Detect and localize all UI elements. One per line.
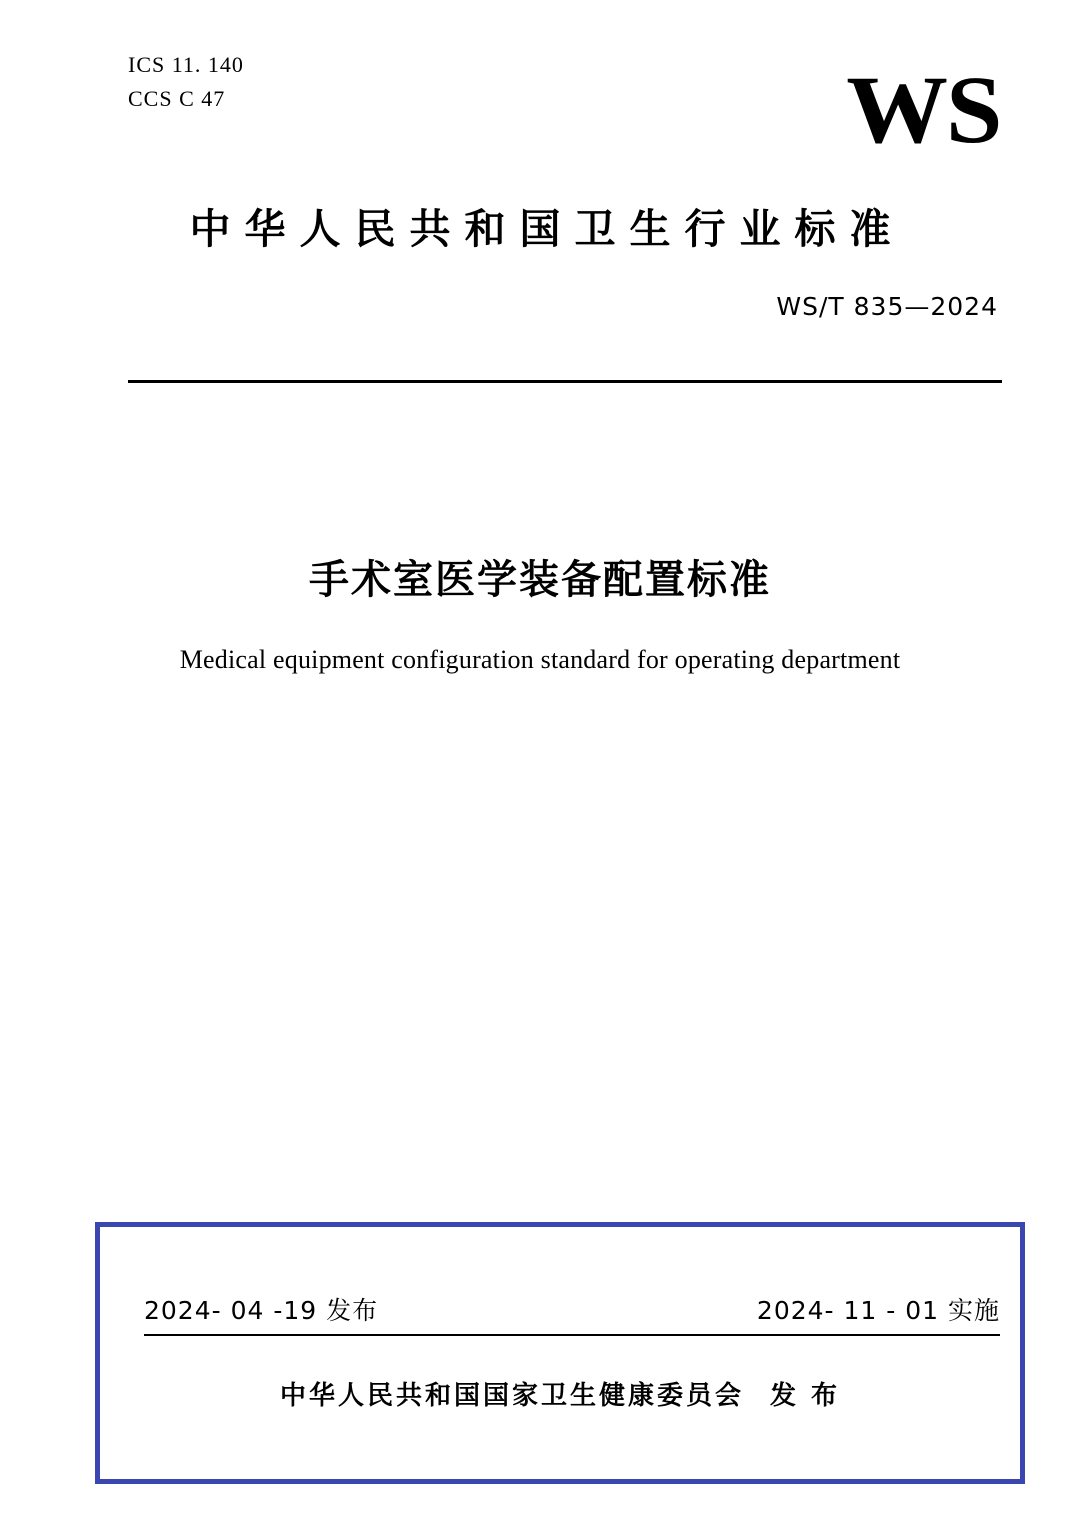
issuer-name: 中华人民共和国国家卫生健康委员会 <box>279 1381 744 1411</box>
effective-date: 2024- 11 - 01 实施 <box>756 1296 1000 1325</box>
standard-number: WS/T 835—2024 <box>776 292 998 321</box>
classification-codes <box>128 48 244 116</box>
issue-date: 2024- 04 -19 发布 <box>144 1296 379 1325</box>
ccs-code: CCS C 47 <box>128 86 226 112</box>
ics-code: ICS 11. 140 <box>128 52 244 77</box>
ws-logo: WS <box>845 56 1000 163</box>
header-divider <box>128 380 1002 383</box>
document-title-chinese: 手术室医学装备配置标准 <box>309 557 771 603</box>
document-title-english: Medical equipment configuration standard for operating department <box>179 645 901 674</box>
issuer-action: 发 布 <box>769 1381 841 1411</box>
dates-row <box>144 1291 1000 1333</box>
dates-underline <box>144 1334 1000 1336</box>
page-title: 中华人民共和国卫生行业标准 <box>189 205 905 253</box>
issuer-row <box>100 1375 1020 1412</box>
publication-box <box>95 1222 1025 1484</box>
